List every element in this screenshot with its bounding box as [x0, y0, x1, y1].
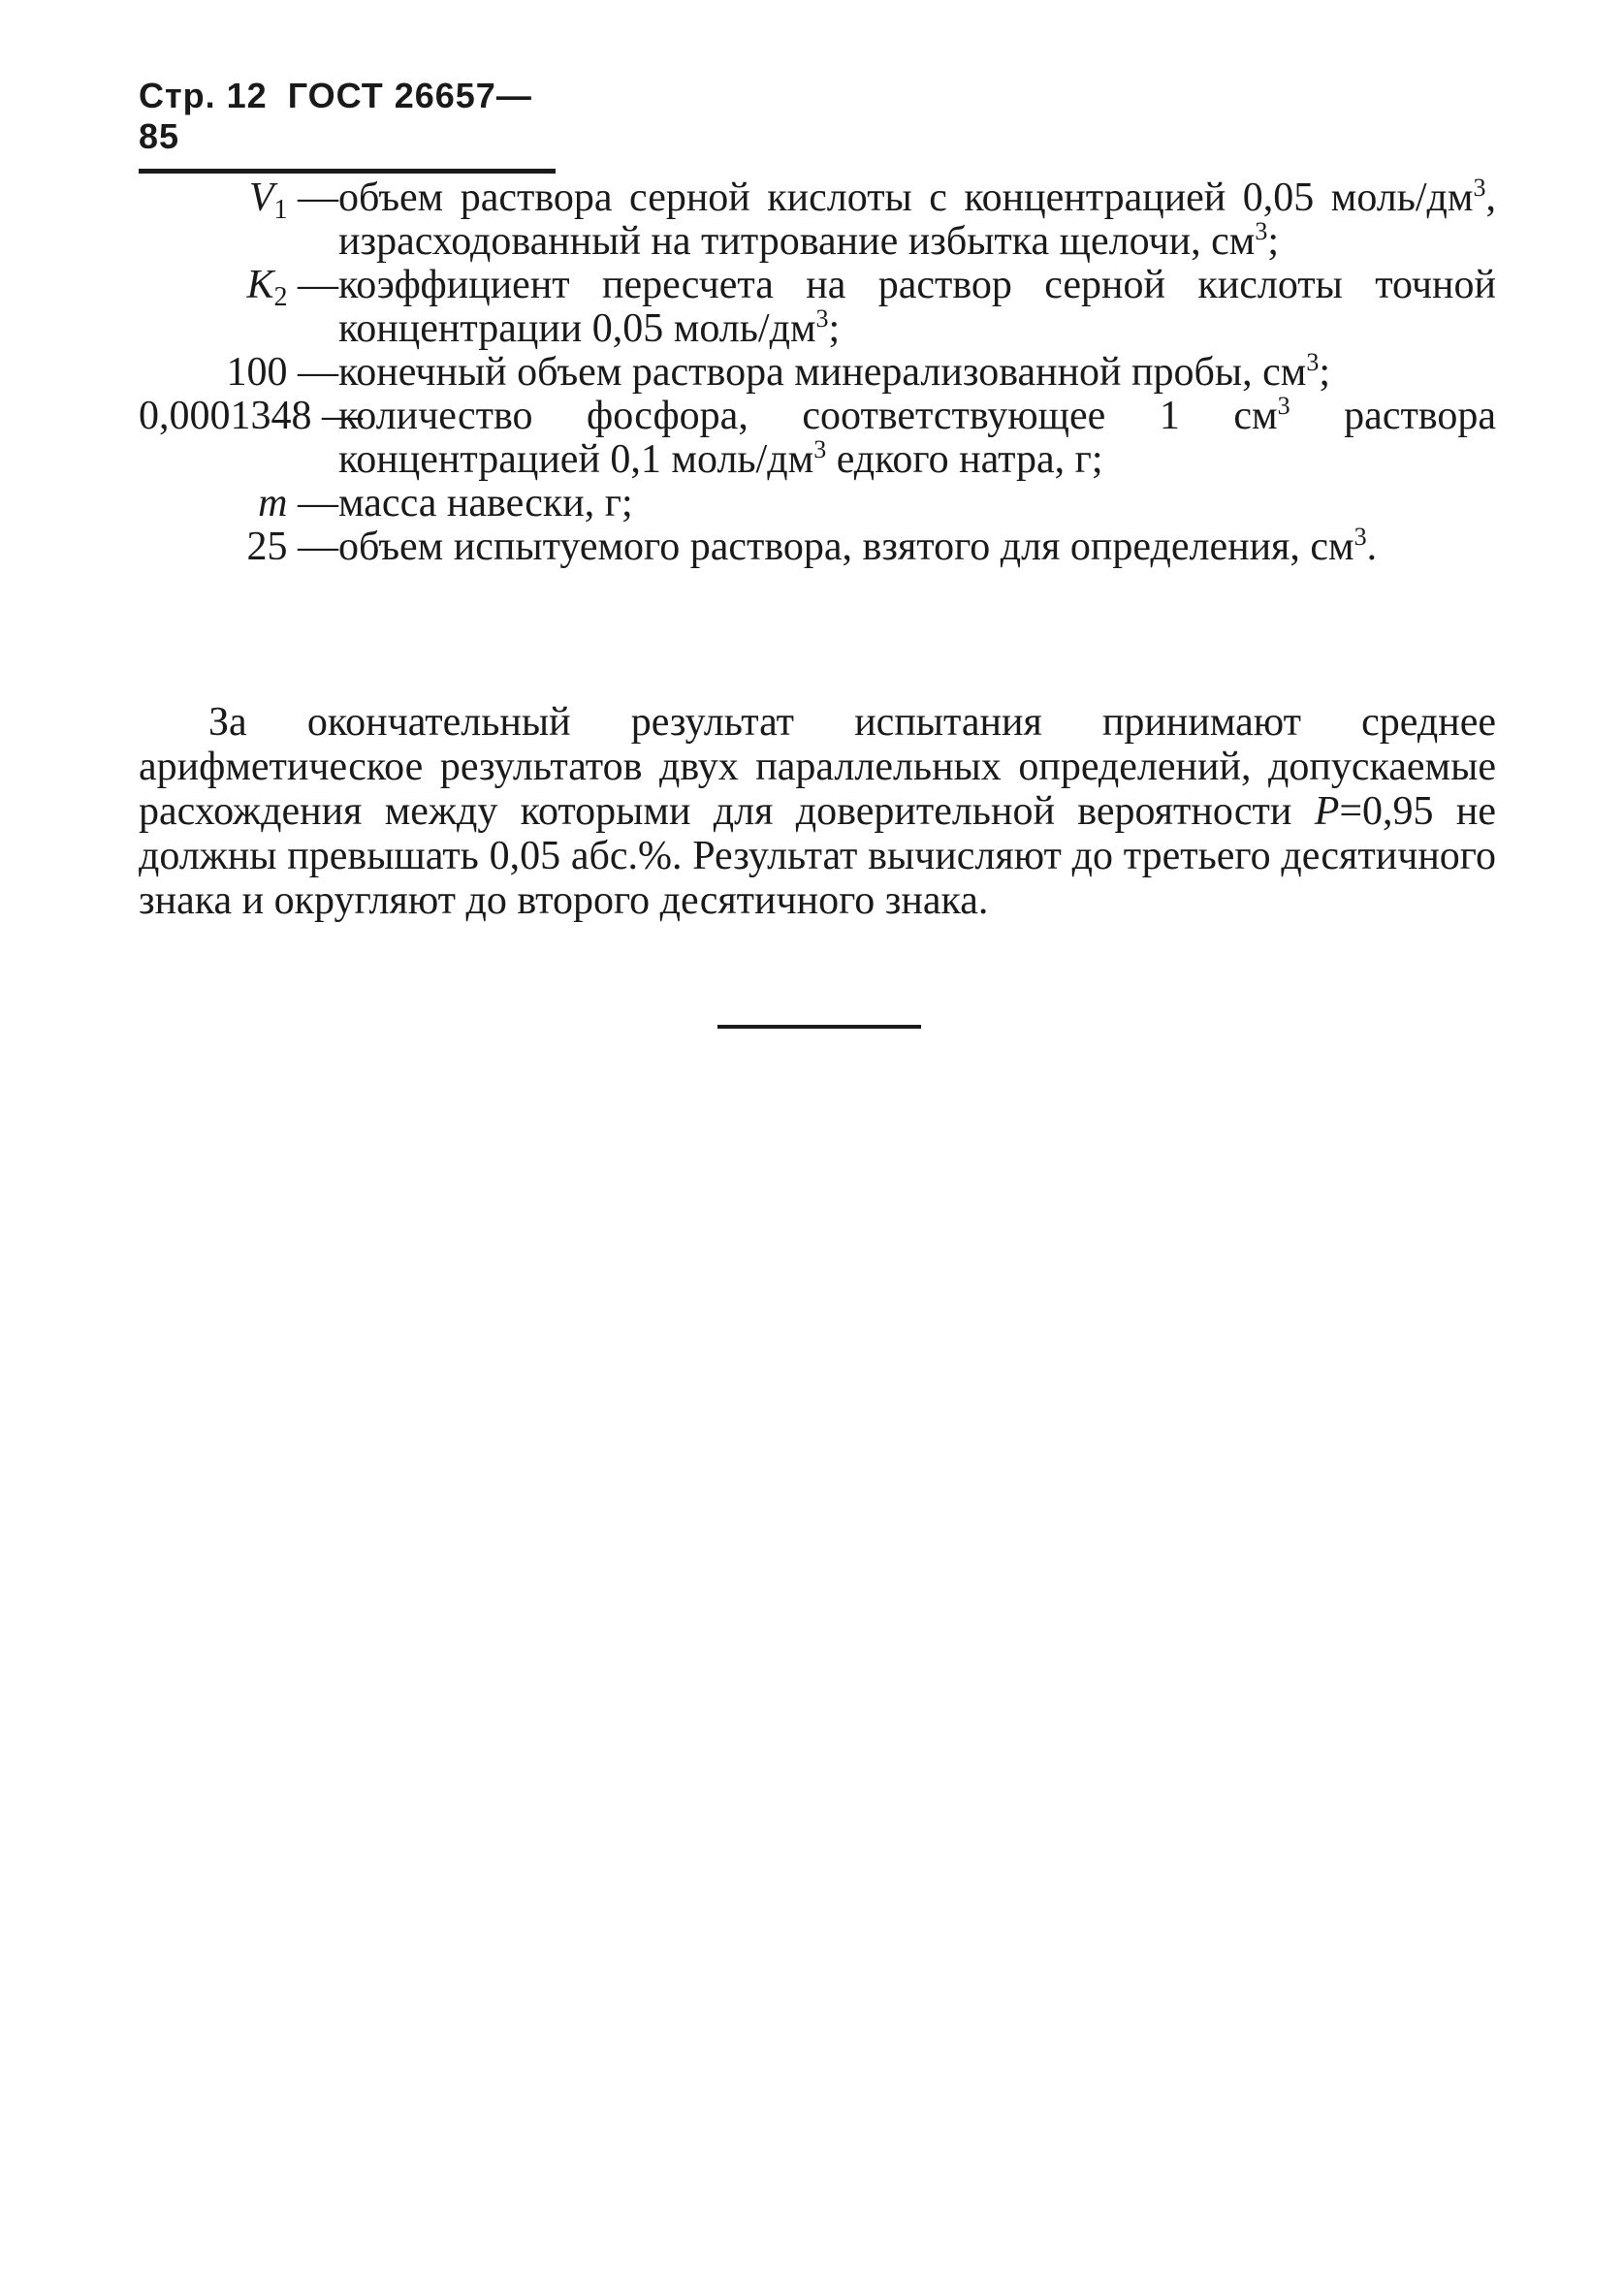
definition-text: коэффициент пересчета на раствор серной кислоты точной концентрации 0,05 моль/$дм^3$;: [338, 263, 1496, 351]
definition-text: масса навески, г;: [338, 481, 633, 525]
definition-symbol: 25 —: [246, 525, 338, 569]
definition-symbol: 0,0001348 —: [139, 394, 363, 438]
standard-number: ГОСТ 26657—85: [139, 76, 532, 156]
end-divider: [717, 1025, 921, 1029]
definition-text: объем раствора серной кислоты с концентрацией 0,05 моль/$дм^3$, израсходованный на титрование избытка щелочи, $см^3$;: [338, 174, 1496, 264]
definition-text: количество фосфора, соответствующее 1 $см^3$ раствора концентрацией 0,1 моль/$дм^3$ едкого натра, г;: [338, 392, 1496, 482]
definition-text: объем испытуемого раствора, взятого для определения, $см^3$.: [338, 523, 1378, 569]
page-header: [139, 76, 556, 174]
result-paragraph: За окончательный результат испытания принимают среднее арифметическое результатов двух параллельных определений, допускаемые расхождения между которыми для доверительной вероятности P=0,95 не должны превышать 0,05 абс.%. Результат вычисляют до третьего десятичного знака и округляют до второго десятичного знака.: [139, 700, 1496, 923]
page-number: Стр. 12: [139, 76, 268, 115]
definition-item: [139, 176, 1496, 264]
definition-item: [139, 525, 1496, 569]
definitions-list: [139, 176, 1496, 569]
definition-symbol: m —: [258, 481, 338, 525]
definition-symbol: $V_1$ —: [248, 175, 338, 225]
definition-item: [139, 348, 1496, 395]
definition-item: [139, 482, 1496, 525]
definition-item: [139, 264, 1496, 351]
definition-symbol: 100 —: [226, 350, 338, 395]
definition-item: [139, 392, 1496, 482]
definition-text: конечный объем раствора минерализованной пробы, $см^3$;: [338, 348, 1330, 395]
definition-symbol: $K_2$ —: [246, 263, 338, 312]
